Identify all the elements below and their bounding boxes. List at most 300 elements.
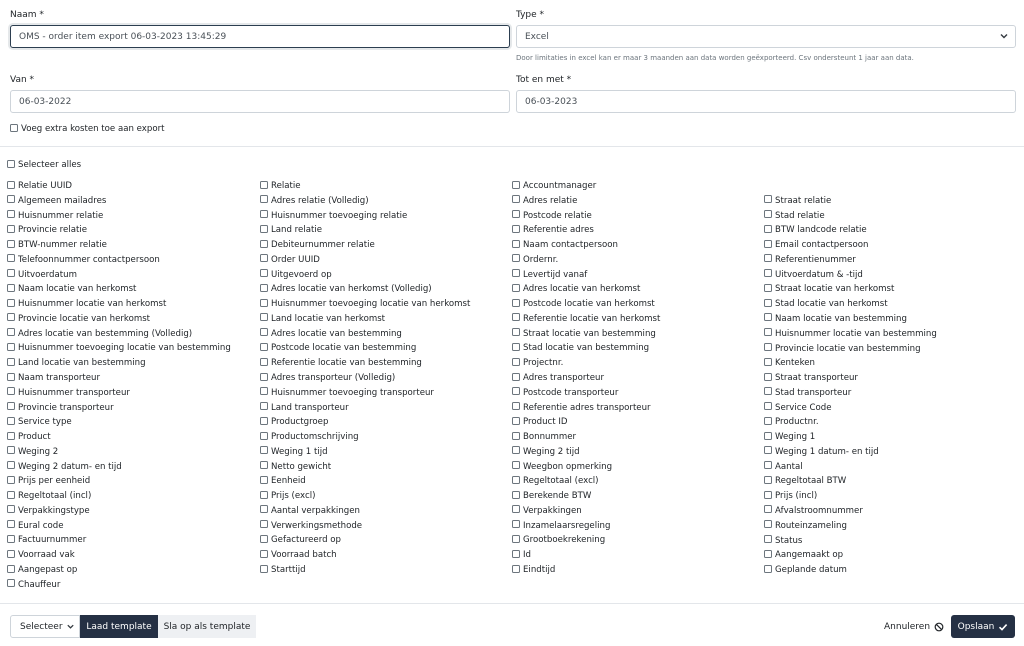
checkbox-box[interactable] <box>260 358 268 366</box>
to-date-value: 06-03-2023 <box>525 96 578 107</box>
column-checkbox-label: Referentie locatie van bestemming <box>271 358 422 369</box>
column-checkbox[interactable] <box>260 196 369 206</box>
checkbox-box[interactable] <box>7 240 15 248</box>
column-checkbox-label: Aangepast op <box>18 565 78 576</box>
checkbox-box[interactable] <box>512 565 520 573</box>
column-checkbox-label: Eural code <box>18 520 64 531</box>
checkbox-box[interactable] <box>512 550 520 558</box>
load-template-button[interactable]: Laad template <box>80 615 158 638</box>
column-checkbox[interactable] <box>7 284 136 294</box>
column-checkbox-label: Adres transporteur <box>523 373 604 383</box>
column-checkbox-label: Verpakkingen <box>523 505 582 516</box>
column-checkbox[interactable] <box>7 521 64 531</box>
checkbox-box[interactable] <box>764 313 772 321</box>
column-checkbox[interactable] <box>512 211 592 221</box>
column-checkbox[interactable] <box>512 284 640 294</box>
checkbox-box[interactable] <box>512 505 520 513</box>
checkbox-box[interactable] <box>764 550 772 558</box>
column-checkbox-label: Regeltotaal (excl) <box>523 476 599 487</box>
template-select[interactable] <box>10 615 80 638</box>
column-checkbox[interactable] <box>260 491 315 501</box>
column-checkbox[interactable] <box>260 358 422 368</box>
column-checkbox[interactable] <box>7 181 72 191</box>
checkbox-box[interactable] <box>512 195 520 203</box>
column-checkbox[interactable] <box>7 270 77 280</box>
checkbox-box[interactable] <box>512 225 520 233</box>
checkbox-box[interactable] <box>7 387 15 395</box>
checkbox-box[interactable] <box>512 358 520 366</box>
checkbox-box[interactable] <box>260 446 268 454</box>
column-checkbox[interactable] <box>7 314 150 324</box>
column-checkbox[interactable] <box>764 358 815 368</box>
column-checkbox[interactable] <box>7 580 60 590</box>
column-checkbox[interactable] <box>7 329 192 339</box>
column-checkbox[interactable] <box>512 476 599 486</box>
column-checkbox-label: Aantal verpakkingen <box>271 505 360 516</box>
to-date-input[interactable] <box>516 90 1016 113</box>
column-checkbox-label: Geplande datum <box>775 565 847 576</box>
column-checkbox[interactable] <box>764 373 858 383</box>
checkbox-box[interactable] <box>7 461 15 469</box>
column-checkbox[interactable] <box>260 343 416 353</box>
column-checkbox-label: Aantal <box>775 461 803 472</box>
column-checkbox[interactable] <box>7 240 107 250</box>
column-checkbox[interactable] <box>7 491 91 501</box>
column-checkbox[interactable] <box>764 462 803 472</box>
checkbox-box[interactable] <box>764 254 772 262</box>
column-checkbox-label: Eindtijd <box>523 565 556 576</box>
checkbox-box[interactable] <box>512 417 520 425</box>
checkbox-box[interactable] <box>7 402 15 410</box>
checkbox-box[interactable] <box>764 269 772 277</box>
checkbox-box[interactable] <box>512 491 520 499</box>
column-checkbox[interactable] <box>260 299 470 309</box>
checkbox-box[interactable] <box>7 284 15 292</box>
checkbox-box[interactable] <box>512 254 520 262</box>
column-checkbox-label: Kenteken <box>775 358 816 369</box>
type-label: Type * <box>516 10 545 20</box>
column-checkbox-label: Product ID <box>523 417 568 428</box>
checkbox-box[interactable] <box>764 373 772 381</box>
from-date-input[interactable] <box>10 90 510 113</box>
checkbox-box[interactable] <box>512 299 520 307</box>
checkbox-box[interactable] <box>7 269 15 277</box>
column-checkbox[interactable] <box>512 491 591 501</box>
column-checkbox[interactable] <box>764 417 819 427</box>
checkbox-box[interactable] <box>764 520 772 528</box>
checkbox-box[interactable] <box>512 284 520 292</box>
column-checkbox-label: Weging 2 datum- en tijd <box>18 461 122 472</box>
column-checkbox-label: Product <box>18 432 51 443</box>
checkbox-box[interactable] <box>7 476 15 484</box>
column-checkbox[interactable] <box>7 565 77 575</box>
column-checkbox[interactable] <box>260 565 306 575</box>
checkbox-box[interactable] <box>10 124 18 132</box>
checkbox-box[interactable] <box>7 417 15 425</box>
checkbox-box[interactable] <box>764 328 772 336</box>
checkbox-box[interactable] <box>512 328 520 336</box>
column-checkbox[interactable] <box>512 196 577 206</box>
column-checkbox[interactable] <box>7 388 130 398</box>
column-checkbox[interactable] <box>260 403 349 413</box>
column-checkbox-label: Ordernr. <box>523 254 559 265</box>
column-checkbox[interactable] <box>7 476 90 486</box>
column-checkbox[interactable] <box>7 225 87 235</box>
checkbox-box[interactable] <box>7 210 15 218</box>
checkbox-box[interactable] <box>764 343 772 351</box>
column-checkbox-label: Huisnummer toevoeging locatie van herkomst <box>271 299 471 310</box>
column-checkbox[interactable] <box>512 240 618 250</box>
column-checkbox[interactable] <box>764 447 879 457</box>
column-checkbox[interactable] <box>764 344 921 354</box>
column-checkbox[interactable] <box>512 550 531 560</box>
cancel-button[interactable] <box>884 620 944 634</box>
column-checkbox-label: Land locatie van bestemming <box>18 358 146 369</box>
column-checkbox[interactable] <box>764 388 851 398</box>
column-checkbox-label: Referentie adres transporteur <box>523 402 651 413</box>
checkbox-box[interactable] <box>7 160 15 168</box>
checkbox-box[interactable] <box>260 476 268 484</box>
column-checkbox-label: Prijs (excl) <box>271 491 316 502</box>
column-checkbox-label: Straat locatie van herkomst <box>775 284 895 295</box>
checkbox-box[interactable] <box>7 343 15 351</box>
column-checkbox[interactable] <box>260 181 301 191</box>
checkbox-box[interactable] <box>512 269 520 277</box>
column-checkbox-label: Adres locatie van herkomst (Volledig) <box>271 284 432 295</box>
checkbox-box[interactable] <box>512 240 520 248</box>
column-checkbox[interactable] <box>260 314 385 324</box>
column-checkbox[interactable] <box>260 270 332 280</box>
column-checkbox-label: Naam locatie van herkomst <box>18 284 137 295</box>
column-checkbox[interactable] <box>260 432 359 442</box>
column-checkbox-label: Uitgevoerd op <box>271 269 332 280</box>
checkbox-box[interactable] <box>260 402 268 410</box>
column-checkbox[interactable] <box>764 565 847 575</box>
checkbox-box[interactable] <box>512 181 520 189</box>
column-checkbox-label: BTW landcode relatie <box>775 225 867 236</box>
column-checkbox-label: Grootboekrekening <box>523 535 606 546</box>
checkbox-box[interactable] <box>7 358 15 366</box>
save-as-template-button[interactable]: Sla op als template <box>158 615 256 638</box>
checkbox-box[interactable] <box>260 299 268 307</box>
column-checkbox-label: Postcode transporteur <box>523 387 619 398</box>
column-checkbox[interactable] <box>260 284 432 294</box>
checkbox-box[interactable] <box>7 491 15 499</box>
checkbox-box[interactable] <box>764 284 772 292</box>
checkbox-box[interactable] <box>7 225 15 233</box>
column-checkbox-label: Inzamelaarsregeling <box>523 520 611 531</box>
checkbox-box[interactable] <box>7 328 15 336</box>
column-checkbox[interactable] <box>260 535 341 545</box>
column-checkbox[interactable] <box>7 358 146 368</box>
column-checkbox[interactable] <box>764 329 937 339</box>
column-checkbox[interactable] <box>512 358 563 368</box>
checkbox-box[interactable] <box>512 535 520 543</box>
column-checkbox[interactable] <box>260 417 328 427</box>
column-checkbox[interactable] <box>512 299 655 309</box>
column-checkbox[interactable] <box>764 255 856 265</box>
checkbox-box[interactable] <box>260 387 268 395</box>
column-checkbox-label: Naam transporteur <box>18 373 101 383</box>
type-select[interactable] <box>516 25 1016 48</box>
checkbox-box[interactable] <box>260 328 268 336</box>
column-checkbox-label: Projectnr. <box>523 358 564 369</box>
column-checkbox[interactable] <box>512 388 618 398</box>
checkbox-box[interactable] <box>7 565 15 573</box>
column-checkbox-label: Land transporteur <box>271 402 349 413</box>
checkbox-box[interactable] <box>7 373 15 381</box>
checkbox-box[interactable] <box>512 313 520 321</box>
column-checkbox[interactable] <box>7 211 103 221</box>
column-checkbox-label: Starttijd <box>271 565 306 576</box>
checkbox-box[interactable] <box>260 181 268 189</box>
column-checkbox[interactable] <box>7 550 75 560</box>
column-checkbox[interactable] <box>764 270 863 280</box>
checkbox-box[interactable] <box>764 402 772 410</box>
checkbox-box[interactable] <box>7 195 15 203</box>
column-checkbox[interactable] <box>764 299 888 309</box>
checkbox-box[interactable] <box>260 491 268 499</box>
checkbox-box[interactable] <box>764 417 772 425</box>
checkbox-box[interactable] <box>764 210 772 218</box>
column-checkbox[interactable] <box>764 196 831 206</box>
checkbox-box[interactable] <box>7 313 15 321</box>
column-checkbox-label: Chauffeur <box>18 579 61 590</box>
column-checkbox[interactable] <box>260 373 395 383</box>
column-checkbox-label: Netto gewicht <box>271 461 332 472</box>
checkbox-box[interactable] <box>7 446 15 454</box>
column-checkbox[interactable] <box>512 506 582 516</box>
checkbox-box[interactable] <box>260 195 268 203</box>
column-checkbox[interactable] <box>260 447 328 457</box>
cancel-label: Annuleren <box>884 622 931 632</box>
column-checkbox[interactable] <box>512 329 656 339</box>
checkbox-box[interactable] <box>260 417 268 425</box>
column-checkbox[interactable] <box>7 373 100 383</box>
checkbox-box[interactable] <box>260 210 268 218</box>
checkbox-box[interactable] <box>7 254 15 262</box>
checkbox-box[interactable] <box>7 505 15 513</box>
name-input[interactable] <box>10 25 510 48</box>
chevron-down-icon <box>999 31 1009 41</box>
checkbox-box[interactable] <box>764 195 772 203</box>
column-checkbox-label: Stad relatie <box>775 210 825 221</box>
checkbox-box[interactable] <box>260 269 268 277</box>
name-input-value: OMS - order item export 06-03-2023 13:45:29 <box>19 31 227 42</box>
checkbox-box[interactable] <box>260 284 268 292</box>
checkbox-box[interactable] <box>7 535 15 543</box>
column-checkbox-label: Id <box>523 550 531 561</box>
column-checkbox-label: Weging 2 <box>18 446 59 457</box>
checkbox-box[interactable] <box>260 550 268 558</box>
checkbox-box[interactable] <box>764 565 772 573</box>
type-select-value: Excel <box>525 31 549 42</box>
checkbox-box[interactable] <box>512 476 520 484</box>
checkbox-box[interactable] <box>764 446 772 454</box>
extra-costs-label: Voeg extra kosten toe aan export <box>21 124 165 134</box>
column-checkbox[interactable] <box>260 506 360 516</box>
column-checkbox-label: Uitvoerdatum & -tijd <box>775 269 863 280</box>
column-checkbox[interactable] <box>764 403 832 413</box>
column-checkbox[interactable] <box>260 329 402 339</box>
column-checkbox[interactable] <box>764 536 802 546</box>
checkbox-box[interactable] <box>764 299 772 307</box>
column-checkbox[interactable] <box>512 521 610 531</box>
column-checkbox[interactable] <box>512 373 604 383</box>
column-checkbox[interactable] <box>764 476 846 486</box>
column-checkbox[interactable] <box>7 343 231 353</box>
column-checkbox[interactable] <box>764 240 868 250</box>
checkbox-box[interactable] <box>512 520 520 528</box>
checkbox-box[interactable] <box>7 181 15 189</box>
column-checkbox[interactable] <box>260 211 407 221</box>
column-checkbox-label: Prijs (incl) <box>775 491 818 502</box>
checkbox-box[interactable] <box>7 432 15 440</box>
column-checkbox[interactable] <box>7 462 122 472</box>
column-checkbox[interactable] <box>7 447 58 457</box>
column-checkbox-label: Weging 1 tijd <box>271 446 328 457</box>
checkbox-box[interactable] <box>7 550 15 558</box>
column-checkbox-label: Service type <box>18 417 72 428</box>
column-checkbox[interactable] <box>764 521 847 531</box>
column-checkbox[interactable] <box>764 506 863 516</box>
column-checkbox-label: Weging 2 tijd <box>523 446 580 457</box>
checkbox-box[interactable] <box>764 358 772 366</box>
column-checkbox[interactable] <box>7 403 114 413</box>
checkbox-box[interactable] <box>260 432 268 440</box>
checkbox-box[interactable] <box>512 432 520 440</box>
column-checkbox[interactable] <box>512 447 580 457</box>
column-checkbox[interactable] <box>7 506 90 516</box>
column-checkbox-label: Naam locatie van bestemming <box>775 313 907 324</box>
checkbox-box[interactable] <box>260 225 268 233</box>
column-checkbox-label: Aangemaakt op <box>775 550 844 561</box>
checkbox-box[interactable] <box>7 520 15 528</box>
checkbox-box[interactable] <box>260 565 268 573</box>
column-checkbox[interactable] <box>764 314 907 324</box>
column-checkbox[interactable] <box>7 255 160 265</box>
checkbox-box[interactable] <box>512 402 520 410</box>
column-checkbox-label: Straat relatie <box>775 195 832 206</box>
column-checkbox[interactable] <box>260 521 362 531</box>
column-checkbox[interactable] <box>764 550 843 560</box>
column-checkbox[interactable] <box>7 535 86 545</box>
column-checkbox-label: Telefoonnummer contactpersoon <box>18 254 160 265</box>
checkbox-box[interactable] <box>512 387 520 395</box>
column-checkbox[interactable] <box>512 181 596 191</box>
column-checkbox-label: Weging 1 <box>775 432 816 443</box>
column-checkbox[interactable] <box>512 314 660 324</box>
checkbox-box[interactable] <box>764 225 772 233</box>
ban-icon <box>934 622 944 632</box>
checkbox-box[interactable] <box>7 579 15 587</box>
column-checkbox[interactable] <box>512 403 651 413</box>
template-select-value: Selecteer <box>20 621 63 632</box>
column-checkbox[interactable] <box>260 550 337 560</box>
column-checkbox[interactable] <box>260 255 320 265</box>
column-checkbox[interactable] <box>7 299 166 309</box>
footer-divider <box>0 603 1024 604</box>
column-checkbox-label: Algemeen mailadres <box>18 195 107 206</box>
column-checkbox-label: Huisnummer transporteur <box>18 387 130 398</box>
checkbox-box[interactable] <box>260 373 268 381</box>
column-checkbox[interactable] <box>260 462 331 472</box>
column-checkbox[interactable] <box>7 432 51 442</box>
checkbox-box[interactable] <box>260 505 268 513</box>
column-checkbox[interactable] <box>764 491 817 501</box>
checkbox-box[interactable] <box>764 535 772 543</box>
column-checkbox[interactable] <box>764 211 825 221</box>
checkbox-box[interactable] <box>260 461 268 469</box>
checkbox-box[interactable] <box>512 461 520 469</box>
column-checkbox[interactable] <box>7 196 106 206</box>
save-button[interactable] <box>951 615 1015 638</box>
column-checkbox-label: Order UUID <box>271 254 320 265</box>
column-checkbox[interactable] <box>512 462 612 472</box>
select-all-checkbox[interactable] <box>7 160 81 170</box>
checkbox-box[interactable] <box>512 373 520 381</box>
column-checkbox-label: Straat locatie van bestemming <box>523 328 656 339</box>
column-checkbox[interactable] <box>512 565 555 575</box>
checkbox-box[interactable] <box>764 432 772 440</box>
checkbox-box[interactable] <box>260 520 268 528</box>
checkbox-box[interactable] <box>260 254 268 262</box>
checkbox-box[interactable] <box>512 343 520 351</box>
column-checkbox-label: Productomschrijving <box>271 432 359 443</box>
checkbox-box[interactable] <box>764 461 772 469</box>
column-checkbox[interactable] <box>512 270 587 280</box>
column-checkbox-label: Adres relatie <box>523 195 578 206</box>
from-date-value: 06-03-2022 <box>19 96 72 107</box>
chevron-down-icon <box>66 622 75 631</box>
column-checkbox-label: Voorraad vak <box>18 550 75 561</box>
column-checkbox[interactable] <box>7 417 72 427</box>
column-checkbox-label: Straat transporteur <box>775 373 858 384</box>
checkbox-box[interactable] <box>7 299 15 307</box>
checkbox-box[interactable] <box>260 313 268 321</box>
column-checkbox-label: Service Code <box>775 402 832 413</box>
column-checkbox[interactable] <box>764 225 867 235</box>
column-checkbox-label: Provincie relatie <box>18 225 88 236</box>
column-checkbox[interactable] <box>260 388 434 398</box>
checkbox-box[interactable] <box>512 210 520 218</box>
column-checkbox-label: Relatie UUID <box>18 181 73 191</box>
checkbox-box[interactable] <box>764 491 772 499</box>
column-checkbox[interactable] <box>512 417 568 427</box>
column-checkbox[interactable] <box>764 432 815 442</box>
column-checkbox-label: Regeltotaal BTW <box>775 476 847 487</box>
column-checkbox[interactable] <box>260 225 322 235</box>
column-checkbox[interactable] <box>260 476 306 486</box>
checkbox-box[interactable] <box>764 240 772 248</box>
checkbox-box[interactable] <box>260 343 268 351</box>
column-checkbox-label: Factuurnummer <box>18 535 87 546</box>
checkbox-box[interactable] <box>512 446 520 454</box>
extra-costs-checkbox[interactable] <box>10 124 165 134</box>
column-checkbox[interactable] <box>512 432 576 442</box>
checkbox-box[interactable] <box>764 387 772 395</box>
checkbox-box[interactable] <box>764 476 772 484</box>
column-checkbox[interactable] <box>512 343 649 353</box>
column-checkbox[interactable] <box>512 535 605 545</box>
column-checkbox[interactable] <box>512 255 558 265</box>
checkbox-box[interactable] <box>260 240 268 248</box>
checkbox-box[interactable] <box>764 505 772 513</box>
checkbox-box[interactable] <box>260 535 268 543</box>
column-checkbox[interactable] <box>512 225 594 235</box>
column-checkbox[interactable] <box>260 240 375 250</box>
column-checkbox[interactable] <box>764 284 894 294</box>
